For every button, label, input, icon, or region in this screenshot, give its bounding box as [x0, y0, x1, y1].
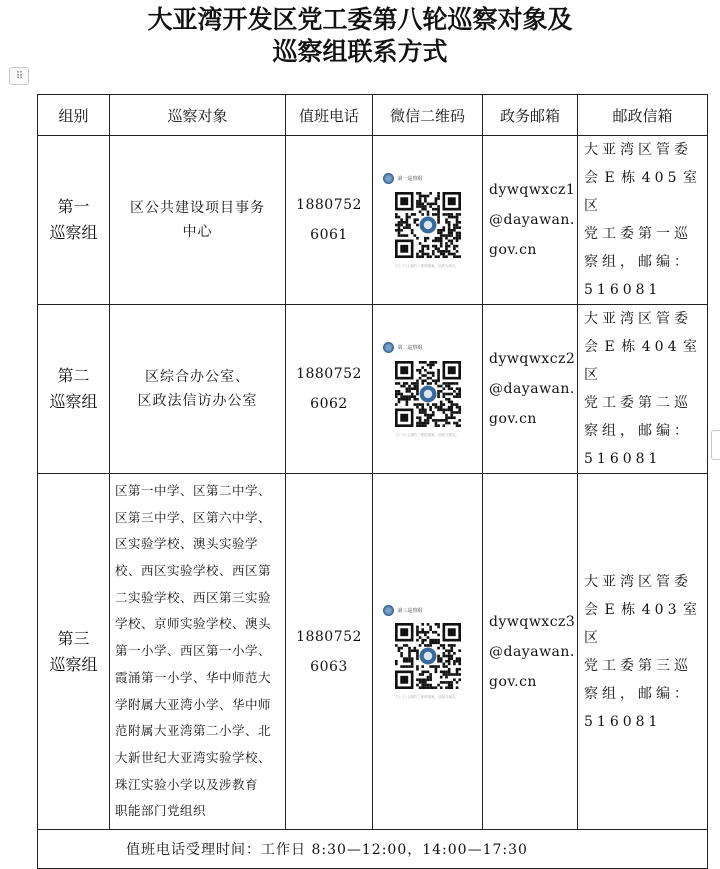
header-wechat-qr: 微信二维码	[373, 95, 483, 136]
page-title-line2: 巡察组联系方式	[272, 37, 448, 66]
table-row	[38, 305, 708, 474]
group-cell	[38, 474, 110, 830]
qr-code-icon	[395, 623, 461, 689]
target-line: 职能部门党组织	[115, 803, 207, 819]
group-cell	[38, 305, 110, 474]
postal-line: 大亚湾区管委	[584, 573, 692, 590]
email-cell	[483, 474, 578, 830]
email-line: gov.cn	[489, 242, 537, 258]
email-line: gov.cn	[489, 411, 537, 427]
target-line: 大新世纪大亚湾实验学校、	[115, 749, 272, 765]
target-line: 学附属大亚湾小学、华中师	[115, 696, 272, 712]
phone-cell	[286, 136, 373, 305]
phone-line: 6062	[310, 396, 348, 412]
target-line: 二实验学校、西区第三实验	[115, 589, 272, 605]
target-line: 区综合办公室、	[145, 369, 250, 385]
header-group: 组别	[38, 95, 110, 136]
qr-cell	[373, 136, 483, 305]
group-label: 巡察组	[49, 654, 98, 674]
group-label: 第二	[57, 366, 90, 385]
postal-line: 党工委第二巡	[584, 395, 692, 411]
header-postal: 邮政信箱	[578, 95, 708, 136]
target-cell	[110, 474, 286, 830]
target-cell	[110, 305, 286, 474]
postal-line: 大亚湾区管委	[584, 142, 692, 158]
target-cell	[110, 136, 286, 305]
target-line: 区公共建设项目事务	[130, 200, 265, 216]
target-line: 区第三中学、区第六中学、	[115, 509, 272, 525]
email-line: @dayawan.	[489, 212, 575, 228]
service-hours: 值班电话受理时间：工作日 8:30—12:00，14:00—17:30	[38, 830, 708, 869]
email-line: @dayawan.	[489, 381, 575, 397]
qr-group-name: 第二巡察组	[397, 345, 423, 351]
group-avatar-icon	[383, 173, 394, 184]
group-label: 巡察组	[49, 392, 98, 411]
qr-caption: 扫一扫上面的二维码图案，加我为朋友。	[396, 695, 459, 699]
qr-code-icon	[395, 192, 461, 258]
postal-cell	[578, 136, 708, 305]
qr-group-name: 第三巡察组	[397, 607, 423, 614]
target-line: 区实验学校、澳头实验学	[115, 536, 259, 552]
email-line: dywqwxcz3	[489, 613, 576, 630]
phone-line: 6061	[310, 227, 348, 243]
postal-line: 察组，邮编：	[584, 685, 692, 702]
target-line: 第一小学、西区第一小学、	[115, 643, 272, 659]
target-line: 霞涌第一小学、华中师范大	[115, 669, 272, 685]
postal-line: 大亚湾区管委	[584, 311, 692, 327]
postal-line: 党工委第一巡	[584, 226, 692, 242]
postal-line: 516081	[584, 282, 662, 298]
group-label: 第三	[57, 628, 90, 648]
postal-line: 党工委第三巡	[584, 657, 692, 674]
target-line: 珠江实验小学以及涉教育	[115, 776, 259, 792]
group-cell	[38, 136, 110, 305]
table-row	[38, 136, 708, 305]
header-target: 巡察对象	[110, 95, 286, 136]
phone-line: 1880752	[296, 197, 362, 213]
email-cell	[483, 305, 578, 474]
group-avatar-icon	[383, 342, 394, 353]
postal-line: 察组，邮编：	[584, 423, 692, 439]
group-label: 第一	[57, 197, 90, 216]
qr-caption: 扫一扫上面的二维码图案，加我为朋友。	[396, 263, 459, 268]
target-line: 中心	[182, 224, 213, 240]
header-phone: 值班电话	[286, 95, 373, 136]
qr-group-name: 第一巡察组	[397, 176, 423, 182]
postal-line: 516081	[584, 451, 662, 467]
postal-line: 察组，邮编：	[584, 254, 692, 270]
postal-cell	[578, 305, 708, 474]
table-row	[38, 474, 708, 830]
side-scroll-handle[interactable]	[711, 430, 720, 460]
target-line: 区政法信访办公室	[137, 393, 258, 409]
postal-cell	[578, 474, 708, 830]
qr-caption: 扫一扫上面的二维码图案，加我为朋友。	[396, 432, 459, 437]
phone-line: 6063	[310, 658, 348, 675]
group-avatar-icon	[383, 605, 394, 616]
target-line: 区第一中学、区第二中学、	[115, 482, 272, 498]
wechat-qr-card[interactable]	[383, 172, 473, 269]
email-line: @dayawan.	[489, 643, 575, 660]
target-line: 范附属大亚湾第二小学、北	[115, 723, 272, 739]
page-title-line1: 大亚湾开发区党工委第八轮巡察对象及	[147, 5, 573, 34]
email-line: gov.cn	[489, 673, 537, 690]
target-line: 学校、京师实验学校、澳头	[115, 616, 272, 632]
phone-cell	[286, 305, 373, 474]
target-line: 校、西区实验学校、西区第	[115, 563, 272, 579]
email-line: dywqwxcz1	[489, 182, 576, 198]
postal-line: 516081	[584, 713, 662, 730]
phone-line: 1880752	[296, 366, 362, 382]
email-cell	[483, 136, 578, 305]
qr-cell	[373, 305, 483, 474]
drag-handle-icon[interactable]: ⠿	[9, 67, 29, 85]
footer-row	[38, 830, 708, 869]
wechat-qr-card[interactable]	[383, 341, 473, 438]
group-label: 巡察组	[49, 223, 98, 242]
postal-line: 会E栋403室区	[584, 601, 701, 646]
postal-line: 会E栋404室区	[584, 339, 701, 383]
phone-line: 1880752	[296, 628, 362, 645]
qr-cell	[373, 474, 483, 830]
contact-table	[37, 94, 708, 869]
phone-cell	[286, 474, 373, 830]
header-row	[38, 95, 708, 136]
postal-line: 会E栋405室区	[584, 170, 701, 214]
wechat-qr-card[interactable]	[383, 603, 473, 700]
header-email: 政务邮箱	[483, 95, 578, 136]
qr-code-icon	[395, 361, 461, 427]
email-line: dywqwxcz2	[489, 351, 576, 367]
